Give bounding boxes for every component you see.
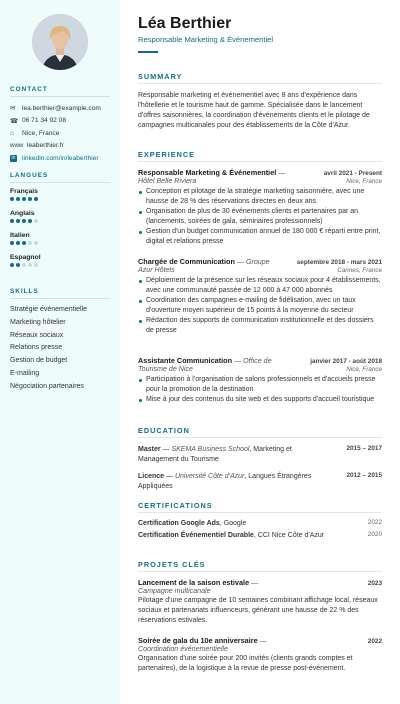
certification-issuer: , CCI Nice Côte d'Azur <box>253 532 325 539</box>
phone-icon: ☎ <box>10 117 19 125</box>
education-divider <box>138 437 382 438</box>
language-level-dots <box>10 241 110 245</box>
education-entry: Master — SKEMA Business School, Marketing et Management du Tourisme 2015 – 2017 <box>138 445 382 464</box>
languages-section <box>10 172 110 276</box>
job-entry: Responsable Marketing & Événementiel — avril 2021 - Present Hôtel Belle Riviera Nice, France Conception et pilotage de la stratégie marketing saisonnière, avec une hausse de 28 % des réservations directes en deux ans Organisation de plus de 30 événements clients et partenaires par an (lancements, soirées de gala, séminaires professionnels) Gestion d'un budget communication annuel de 180 000 € réparti entre print, digital et relations presse <box>138 168 382 248</box>
level-dot <box>28 197 32 201</box>
projects-heading: PROJETS CLÉS <box>138 560 206 569</box>
summary-divider <box>138 83 382 84</box>
profile-photo <box>32 14 88 70</box>
language-item <box>10 254 110 267</box>
level-dot <box>16 219 20 223</box>
project-entry: Lancement de la saison estivale — 2023 Campagne multicanale Pilotage d'une campagne de 10 semaines combinant affichage local, réseaux sociaux et partenariats influenceurs, générant une hausse de 22 % des réservations estivales. <box>138 578 382 626</box>
level-dot <box>16 241 20 245</box>
summary-text-block <box>138 91 382 131</box>
level-dot <box>34 263 38 267</box>
job-bullet: Conception et pilotage de la stratégie marketing saisonnière, avec une hausse de 28 % des réservations directes en deux ans <box>138 187 382 207</box>
contact-linkedin-text: linkedin.com/in/leaberthier <box>22 154 99 162</box>
job-bullets <box>138 276 382 337</box>
project-name: Soirée de gala du 10e anniversaire <box>138 636 258 645</box>
education-heading: EDUCATION <box>138 426 190 435</box>
job-dates: avril 2021 - Present <box>323 170 382 177</box>
candidate-role: Responsable Marketing & Événementiel <box>138 35 274 44</box>
project-year: 2022 <box>367 638 382 645</box>
education-field: , Marketing et Management du Tourisme <box>138 446 292 464</box>
sidebar <box>0 0 120 704</box>
project-year: 2023 <box>367 580 382 587</box>
skill-item: Négociation partenaires <box>10 382 84 390</box>
certification-name: Certification Google Ads <box>138 520 220 527</box>
certification-name: Certification Événementiel Durable <box>138 532 254 539</box>
job-bullet: Participation à l'organisation de salons professionnels et d'accueils presse pour la promotion de la destination <box>138 375 382 395</box>
job-bullets <box>138 187 382 248</box>
education-degree: Master <box>138 446 161 453</box>
certification-entry <box>138 519 382 529</box>
level-dot <box>10 197 14 201</box>
home-icon: ⌂ <box>10 129 14 137</box>
education-years: 2015 – 2017 <box>346 445 382 452</box>
skills-section <box>10 288 110 394</box>
contact-phone[interactable] <box>10 115 110 128</box>
projects-divider <box>138 571 382 572</box>
job-bullet: Gestion d'un budget communication annuel de 180 000 € réparti entre print, digital et relations presse <box>138 227 382 247</box>
certifications-divider <box>138 512 382 513</box>
skills-title: SKILLS <box>10 288 110 299</box>
level-dot <box>16 197 20 201</box>
skill-item: Gestion de budget <box>10 357 68 365</box>
job-entry: Assistante Communication — Office de janvier 2017 - août 2018 Tourisme de Nice Nice, France Participation à l'organisation de salons professionnels et d'accueils presse pour la promotion de la destination Mise à jour des contenus du site web et des supports d'accueil touristique <box>138 356 382 405</box>
experience-heading: EXPERIENCE <box>138 150 196 159</box>
language-item <box>10 232 110 245</box>
candidate-name: Léa Berthier <box>138 15 232 32</box>
skill-item: Relations presse <box>10 344 63 352</box>
level-dot <box>16 263 20 267</box>
job-dates: septembre 2018 - mars 2021 <box>296 259 382 266</box>
level-dot <box>10 241 14 245</box>
contact-website-text: leaberthier.fr <box>27 142 64 150</box>
contact-email[interactable] <box>10 102 110 115</box>
contact-website[interactable] <box>10 140 110 153</box>
level-dot <box>10 219 14 223</box>
job-location: Cannes, France <box>337 267 382 274</box>
contact-location-text: Nice, France <box>22 129 60 137</box>
language-name: Italien <box>10 232 30 239</box>
project-entry: Soirée de gala du 10e anniversaire — 2022 Coordination événementielle Organisation d'une soirée pour 200 invités (clients grands comptes et partenaires), de la logistique à la revue de presse post-événement. <box>138 636 382 674</box>
level-dot <box>10 263 14 267</box>
level-dot <box>22 197 26 201</box>
contact-location <box>10 127 110 140</box>
summary-text: Responsable marketing et événementiel avec 8 ans d'expérience dans l'hôtellerie et le tourisme haut de gamme. Spécialisée dans le lancement d'offres saisonnières, la coordination d'événements clients et le pilotage de campagnes multicanales pour des établissements de la Côte d'Azur. <box>138 92 370 130</box>
certification-entry <box>138 531 382 541</box>
project-context: Coordination événementielle <box>138 645 228 653</box>
education-field: , Langues Étrangères Appliquées <box>138 473 312 491</box>
job-bullet: Rédaction des supports de communication institutionnelle et des dossiers de presse <box>138 316 382 336</box>
summary-heading: SUMMARY <box>138 72 183 81</box>
job-bullet: Déploiement de la présence sur les réseaux sociaux pour 4 établissements, avec une communauté passée de 12 000 à 47 000 abonnés <box>138 276 382 296</box>
education-years: 2012 – 2015 <box>346 472 382 479</box>
certification-year: 2022 <box>367 519 382 526</box>
job-title: Assistante Communication <box>138 356 233 365</box>
skill-item: Réseaux sociaux <box>10 331 64 339</box>
languages-title: LANGUES <box>10 172 110 183</box>
level-dot <box>22 219 26 223</box>
level-dot <box>22 241 26 245</box>
language-name: Anglais <box>10 210 35 217</box>
job-title: Chargée de Communication <box>138 257 235 266</box>
education-entry: Licence — Université Côte d'Azur, Langues Étrangères Appliquées 2012 – 2015 <box>138 472 382 491</box>
level-dot <box>28 263 32 267</box>
education-school: Université Côte d'Azur <box>174 473 245 480</box>
language-item <box>10 210 110 223</box>
job-bullet: Coordination des campagnes e-mailing de fidélisation, avec un taux d'ouverture moyen supérieur de 15 points à la moyenne du secteur <box>138 296 382 316</box>
job-title: Responsable Marketing & Événementiel <box>138 168 277 177</box>
language-name: Espagnol <box>10 254 41 261</box>
experience-divider <box>138 161 382 162</box>
project-name: Lancement de la saison estivale <box>138 578 250 587</box>
linkedin-icon: in <box>11 155 16 162</box>
project-text: Pilotage d'une campagne de 10 semaines combinant affichage local, réseaux sociaux et partenariats influenceurs, générant une hausse de 22 % des réservations estivales. <box>138 597 378 625</box>
title-accent-bar <box>138 51 158 53</box>
mail-icon: ✉ <box>10 105 16 113</box>
job-bullet: Organisation de plus de 30 événements clients et partenaires par an (lancements, soirées de gala, séminaires professionnels) <box>138 207 382 227</box>
level-dot <box>28 219 32 223</box>
project-text: Organisation d'une soirée pour 200 invités (clients grands comptes et partenaires), de la logistique à la revue de presse post-événement. <box>138 655 353 673</box>
contact-linkedin[interactable] <box>10 152 110 165</box>
level-dot <box>34 241 38 245</box>
www-icon: www <box>10 142 24 150</box>
level-dot <box>34 197 38 201</box>
job-dates: janvier 2017 - août 2018 <box>310 358 382 365</box>
language-item <box>10 188 110 201</box>
level-dot <box>34 219 38 223</box>
language-name: Français <box>10 188 38 195</box>
job-bullets <box>138 375 382 405</box>
skill-item: Stratégie événementielle <box>10 306 88 313</box>
project-context: Campagne multicanale <box>138 587 211 595</box>
skill-item: Marketing hôtelier <box>10 318 66 326</box>
job-entry: Chargée de Communication — Groupe septembre 2018 - mars 2021 Azur Hôtels Cannes, France Déploiement de la présence sur les réseaux sociaux pour 4 établissements, avec une communauté passée de 12 000 à 47 000 abonnés Coordination des campagnes e-mailing de fidélisation, avec un taux d'ouverture moyen supérieur de 15 points à la moyenne du secteur Rédaction des supports de communication institutionnelle et des dossiers de presse <box>138 257 382 337</box>
certification-issuer: , Google <box>219 520 247 527</box>
certification-year: 2020 <box>367 531 382 538</box>
level-dot <box>28 241 32 245</box>
skills-list <box>10 304 110 394</box>
language-level-dots <box>10 263 110 267</box>
language-level-dots <box>10 219 110 223</box>
contact-section <box>10 86 110 165</box>
job-company: Hôtel Belle Riviera <box>138 177 197 185</box>
main-content <box>138 14 382 673</box>
job-location: Nice, France <box>346 366 382 373</box>
job-bullet: Mise à jour des contenus du site web et des supports d'accueil touristique <box>138 395 382 405</box>
language-level-dots <box>10 197 110 201</box>
contact-title: CONTACT <box>10 86 110 97</box>
level-dot <box>22 263 26 267</box>
job-location: Nice, France <box>346 178 382 185</box>
skill-item: E-mailing <box>10 369 40 377</box>
education-school: SKEMA Business School <box>171 446 250 453</box>
contact-phone-text: 06 71 34 92 08 <box>22 117 66 125</box>
education-degree: Licence <box>138 473 165 480</box>
contact-email-text: lea.berthier@example.com <box>22 104 101 112</box>
languages-list <box>10 188 110 267</box>
certifications-heading: CERTIFICATIONS <box>138 501 213 510</box>
